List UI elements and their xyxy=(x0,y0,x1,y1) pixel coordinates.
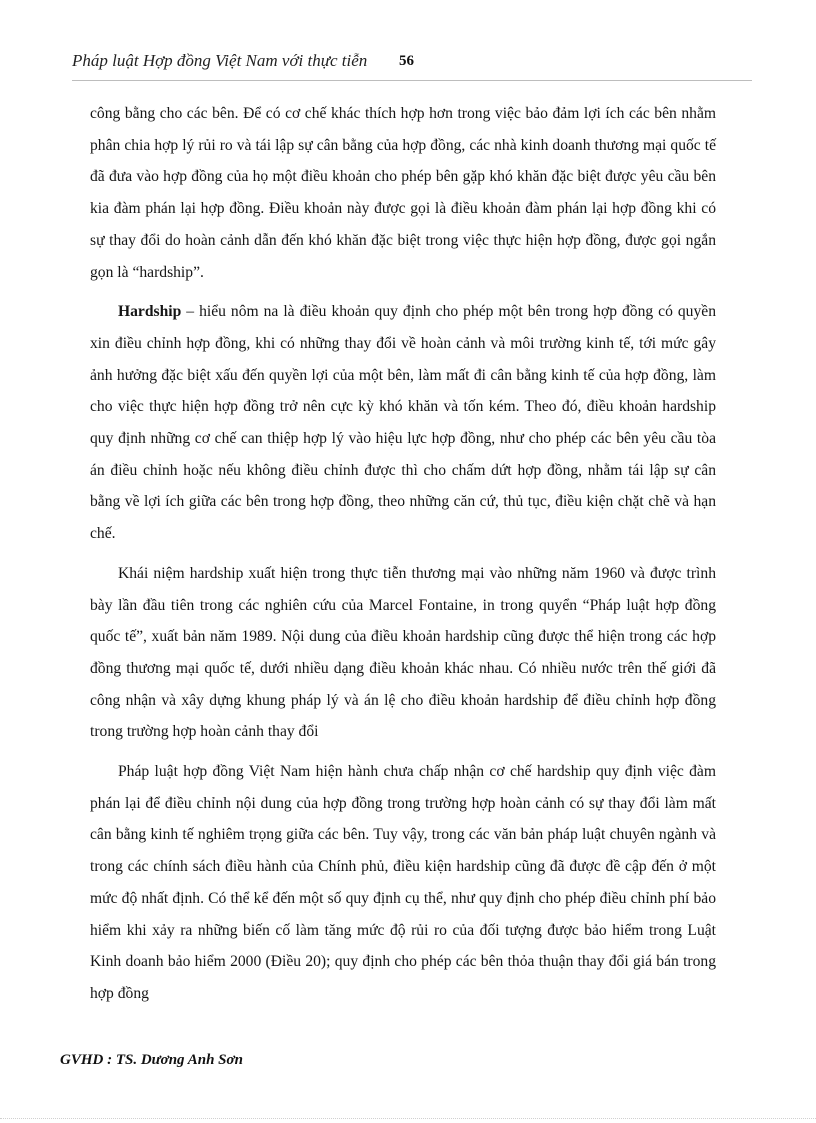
paragraph-2 xyxy=(90,296,716,550)
paragraph-1: công bằng cho các bên. Để có cơ chế khác thích hợp hơn trong việc bảo đảm lợi ích các bên nhằm phân chia hợp lý rủi ro và tái lập sự cân bằng của hợp đồng, các nhà kinh doanh thương mại quốc tế đã đưa vào hợp đồng của họ một điều khoản cho phép bên gặp khó khăn đặc biệt được yêu cầu bên kia đàm phán lại hợp đồng. Điều khoản này được gọi là điều khoản đàm phán lại hợp đồng khi có sự thay đổi do hoàn cảnh dẫn đến khó khăn đặc biệt trong việc thực hiện hợp đồng, được gọi ngắn gọn là “hardship”. xyxy=(90,105,716,281)
page-number: 56 xyxy=(399,53,414,69)
document-body xyxy=(90,98,716,1010)
page-header xyxy=(72,50,752,81)
hardship-term: Hardship xyxy=(118,303,182,321)
footer-supervisor: GVHD : TS. Dương Anh Sơn xyxy=(60,1052,243,1068)
page-bottom-divider xyxy=(0,1118,816,1119)
hardship-definition: – hiểu nôm na là điều khoản quy định cho phép một bên trong hợp đồng có quyền xin điều chỉnh hợp đồng, khi có những thay đổi về hoàn cảnh và môi trường kinh tế, tới mức gây ảnh hưởng đặc biệt xấu đến quyền lợi của một bên, làm mất đi cân bằng kinh tế của hợp đồng, làm cho việc thực hiện hợp đồng trở nên cực kỳ khó khăn và tốn kém. Theo đó, điều khoản hardship quy định những cơ chế can thiệp hợp lý vào hiệu lực hợp đồng, như cho phép các bên yêu cầu tòa án điều chỉnh hoặc nếu không điều chỉnh được thì cho chấm dứt hợp đồng, nhằm tái lập sự cân bằng về lợi ích giữa các bên trong hợp đồng, theo những căn cứ, thủ tục, điều kiện chặt chẽ và hạn chế. xyxy=(90,303,716,543)
header-title: Pháp luật Hợp đồng Việt Nam với thực tiễn xyxy=(72,51,368,70)
paragraph-3: Khái niệm hardship xuất hiện trong thực tiễn thương mại vào những năm 1960 và được trình bày lần đầu tiên trong các nghiên cứu của Marcel Fontaine, in trong quyển “Pháp luật hợp đồng quốc tế”, xuất bản năm 1989. Nội dung của điều khoản hardship cũng được thể hiện trong các hợp đồng thương mại quốc tế, dưới nhiều dạng điều khoản khác nhau. Có nhiều nước trên thế giới đã công nhận và xây dựng khung pháp lý và án lệ cho điều khoản hardship để điều chỉnh hợp đồng trong trường hợp hoàn cảnh thay đổi xyxy=(90,564,716,741)
paragraph-4: Pháp luật hợp đồng Việt Nam hiện hành chưa chấp nhận cơ chế hardship quy định việc đàm phán lại để điều chỉnh nội dung của hợp đồng trong trường hợp hoàn cảnh có sự thay đổi làm mất cân bằng kinh tế nghiêm trọng giữa các bên. Tuy vậy, trong các văn bản pháp luật chuyên ngành và trong các chính sách điều hành của Chính phủ, điều kiện hardship cũng đã được đề cập đến ở một mức độ nhất định. Có thể kể đến một số quy định cụ thể, như quy định cho phép điều chỉnh phí bảo hiểm khi xảy ra những biến cố làm tăng mức độ rủi ro của đối tượng được bảo hiểm trong Luật Kinh doanh bảo hiểm 2000 (Điều 20); quy định cho phép các bên thỏa thuận thay đổi giá bán trong hợp đồng xyxy=(90,763,716,1002)
